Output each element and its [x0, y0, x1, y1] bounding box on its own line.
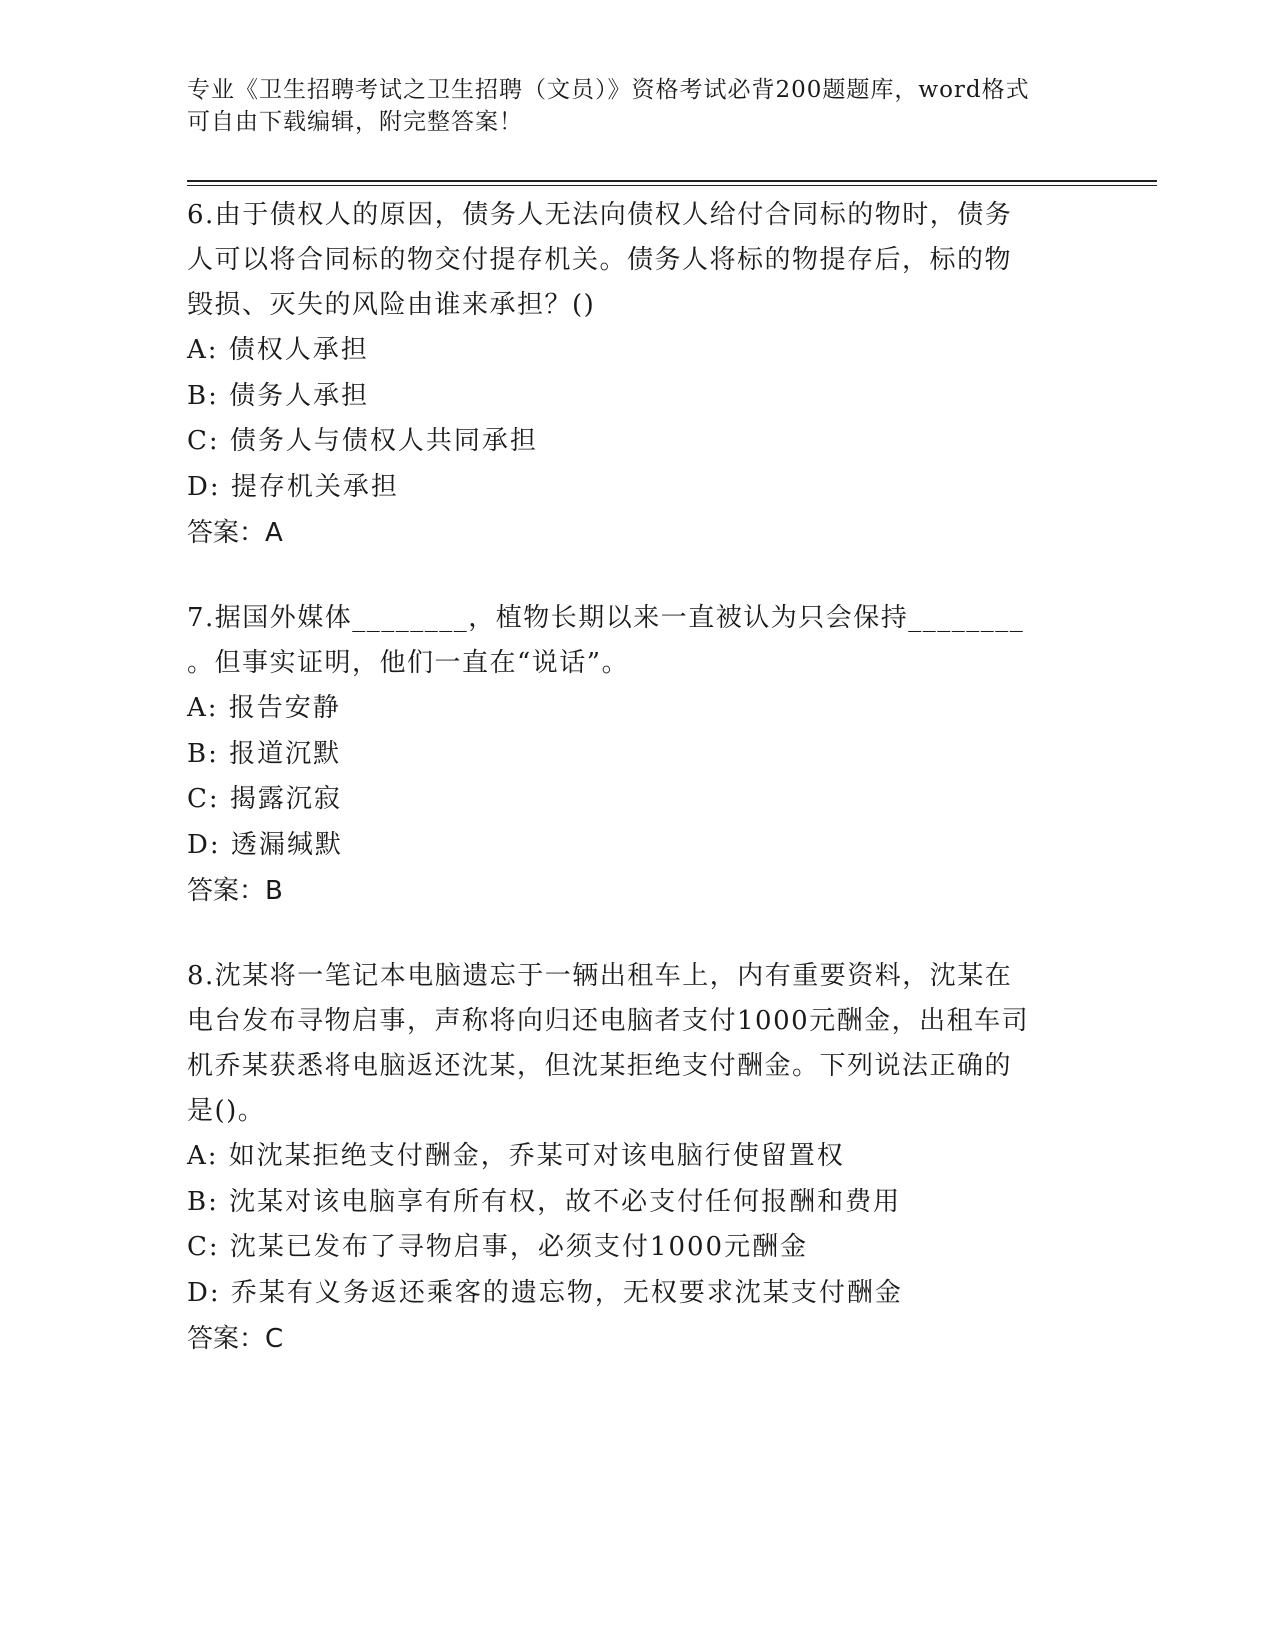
question-8 — [187, 954, 1087, 1362]
option-c: C: 揭露沉寂 — [187, 784, 342, 814]
header-line-2: 可自由下载编辑，附完整答案！ — [187, 109, 523, 135]
header-divider-thin — [187, 185, 1157, 186]
question-text-line: 。但事实证明，他们一直在“说话”。 — [187, 648, 630, 678]
option-a: A: 报告安静 — [187, 693, 341, 723]
option-d: D: 透漏缄默 — [187, 829, 343, 860]
question-list — [187, 193, 1087, 1362]
question-text-line: 是()。 — [187, 1096, 266, 1126]
option-d: D: 乔某有义务返还乘客的遗忘物，无权要求沈某支付酬金 — [187, 1277, 903, 1308]
question-text-line: 人可以将合同标的物交付提存机关。债务人将标的物提存后，标的物 — [187, 245, 1013, 275]
question-text-line: 毁损、灭失的风险由谁来承担？() — [187, 290, 596, 320]
option-b: B: 债务人承担 — [187, 380, 370, 411]
question-spacer — [187, 556, 1087, 596]
question-spacer — [187, 914, 1087, 954]
document-header — [187, 74, 1087, 138]
header-line-1: 专业《卫生招聘考试之卫生招聘（文员）》资格考试必背200题题库，word格式 — [187, 77, 1030, 103]
option-b: B: 报道沉默 — [187, 738, 342, 769]
question-text-line: 电台发布寻物启事，声称将向归还电脑者支付1000元酬金，出租车司 — [187, 1006, 1030, 1036]
option-a: A: 如沈某拒绝支付酬金，乔某可对该电脑行使留置权 — [187, 1141, 845, 1171]
answer-label: 答案：B — [187, 876, 283, 906]
answer-label: 答案：A — [187, 518, 283, 548]
option-c: C: 债务人与债权人共同承担 — [187, 426, 538, 456]
option-a: A: 债权人承担 — [187, 335, 369, 365]
header-divider-thick — [187, 180, 1157, 182]
question-text-line: 6.由于债权人的原因，债务人无法向债权人给付合同标的物时，债务 — [187, 200, 1013, 230]
answer-label: 答案：C — [187, 1324, 284, 1354]
question-7 — [187, 596, 1087, 914]
question-text-line: 7.据国外媒体________，植物长期以来一直被认为只会保持________ — [187, 603, 1025, 633]
option-b: B: 沈某对该电脑享有所有权，故不必支付任何报酬和费用 — [187, 1186, 902, 1217]
question-text-line: 机乔某获悉将电脑返还沈某，但沈某拒绝支付酬金。下列说法正确的 — [187, 1051, 1013, 1081]
question-6 — [187, 193, 1087, 556]
question-text-line: 8.沈某将一笔记本电脑遗忘于一辆出租车上，内有重要资料，沈某在 — [187, 961, 1013, 991]
option-d: D: 提存机关承担 — [187, 471, 399, 502]
option-c: C: 沈某已发布了寻物启事，必须支付1000元酬金 — [187, 1232, 809, 1262]
